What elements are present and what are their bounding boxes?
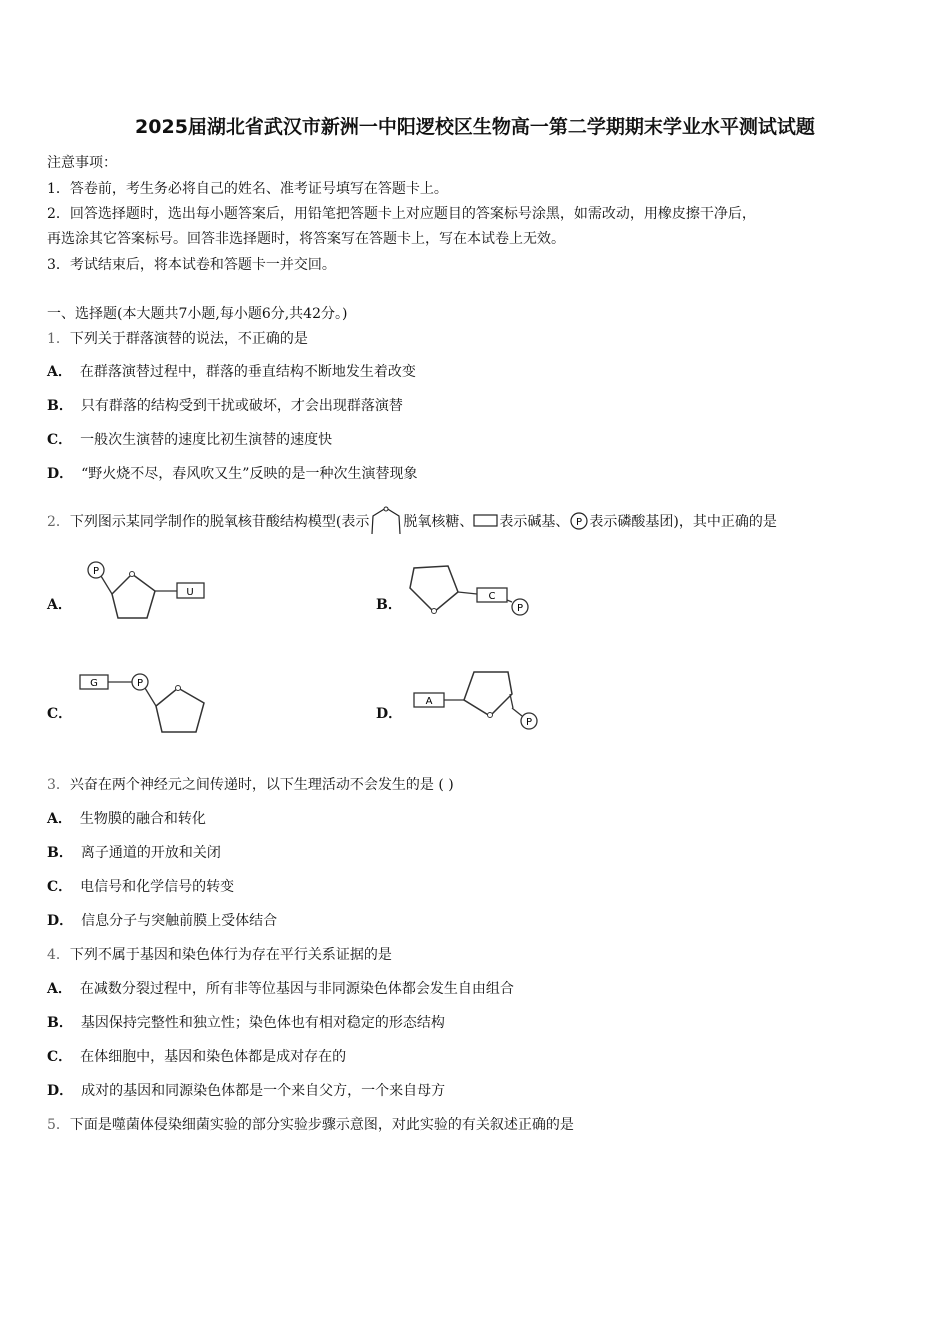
q3-option-a (47, 808, 206, 828)
phosphate-letter: P (576, 517, 583, 528)
option-label: D． (47, 1083, 74, 1099)
deoxyribose-ring (410, 566, 458, 612)
q3-option-c (47, 876, 234, 896)
section-heading: 一、选择题(本大题共7小题,每小题6分,共42分。) (47, 306, 348, 322)
question-number: 2． (47, 514, 70, 530)
base-legend-icon (473, 513, 499, 529)
question-2 (47, 506, 777, 536)
option-label: A． (47, 981, 72, 997)
question-number: 4． (47, 947, 70, 963)
phosphate-letter: P (516, 603, 524, 614)
q1-option-a (47, 361, 416, 381)
q1-option-b (47, 395, 403, 415)
question-stem-part-2: 脱氧核糖、 (403, 514, 474, 530)
option-text: 基因保持完整性和独立性；染色体也有相对稳定的形态结构 (80, 1015, 445, 1031)
question-number: 3． (47, 777, 70, 793)
q3-option-b (47, 842, 221, 862)
q2-option-a-diagram (80, 556, 220, 626)
question-number: 1． (47, 331, 70, 347)
notice-item-2: 2．回答选择题时，选出每小题答案后，用铅笔把答题卡上对应题目的答案标号涂黑，如需改动，用橡皮擦干净后， (47, 206, 756, 222)
option-label: C． (47, 879, 73, 895)
base-letter: A (425, 696, 433, 707)
phosphate-letter: P (92, 566, 100, 577)
option-text: 一般次生演替的速度比初生演替的速度快 (80, 432, 333, 448)
base-letter: C (488, 591, 496, 602)
question-stem-part-3: 表示碱基、 (499, 514, 570, 530)
deoxyribose-legend-icon (369, 506, 403, 536)
notice-item-2-cont: 再选涂其它答案标号。回答非选择题时，将答案写在答题卡上，写在本试卷上无效。 (47, 231, 565, 247)
q2-option-c-diagram (76, 668, 216, 738)
option-text: “野火烧不尽，春风吹又生”反映的是一种次生演替现象 (81, 466, 418, 482)
q2-option-b-diagram (404, 560, 544, 624)
q4-option-b (47, 1012, 445, 1032)
question-4 (47, 944, 392, 964)
option-label: D． (47, 913, 74, 929)
phosphate-letter: P (136, 678, 144, 689)
q2-option-a-label: A． (47, 597, 72, 613)
phosphate-letter: P (525, 717, 533, 728)
q4-option-c (47, 1046, 346, 1066)
question-stem-part-4: 表示磷酸基团)，其中正确的是 (589, 514, 777, 530)
option-label: C． (47, 432, 73, 448)
deoxyribose-ring (112, 574, 155, 618)
option-text: 信息分子与突触前膜上受体结合 (81, 913, 278, 929)
question-3 (47, 774, 454, 794)
page-title: 2025届湖北省武汉市新洲一中阳逻校区生物高一第二学期期末学业水平测试试题 (135, 116, 815, 138)
notice-item-1: 1．答卷前，考生务必将自己的姓名、准考证号填写在答题卡上。 (47, 181, 448, 197)
option-label: D． (47, 466, 74, 482)
option-text: 生物膜的融合和转化 (79, 811, 206, 827)
option-label: B． (47, 1015, 73, 1031)
option-label: B． (47, 398, 73, 414)
question-stem: 下面是噬菌体侵染细菌实验的部分实验步骤示意图，对此实验的有关叙述正确的是 (69, 1117, 574, 1133)
option-text: 在群落演替过程中，群落的垂直结构不断地发生着改变 (79, 364, 416, 380)
q4-option-d (47, 1080, 445, 1100)
notice-item-3: 3．考试结束后，将本试卷和答题卡一并交回。 (47, 257, 336, 273)
deoxyribose-ring (464, 672, 512, 716)
option-text: 成对的基因和同源染色体都是一个来自父方，一个来自母方 (81, 1083, 446, 1099)
q4-option-a (47, 978, 514, 998)
q2-option-c-label: C． (47, 706, 73, 722)
question-stem-part-1: 下列图示某同学制作的脱氧核苷酸结构模型(表示 (69, 514, 370, 530)
option-label: A． (47, 364, 72, 380)
option-label: C． (47, 1049, 73, 1065)
option-text: 在体细胞中，基因和染色体都是成对存在的 (80, 1049, 347, 1065)
base-letter: U (186, 587, 194, 598)
question-stem: 下列不属于基因和染色体行为存在平行关系证据的是 (69, 947, 392, 963)
phosphate-legend-icon (569, 511, 589, 531)
deoxyribose-ring (156, 688, 204, 732)
q2-option-d-label: D． (376, 706, 403, 722)
notice-heading: 注意事项： (47, 155, 117, 171)
question-1 (47, 328, 308, 348)
option-text: 在减数分裂过程中，所有非等位基因与非同源染色体都会发生自由组合 (79, 981, 514, 997)
question-5 (47, 1114, 574, 1134)
q1-option-d (47, 463, 417, 483)
option-text: 电信号和化学信号的转变 (80, 879, 235, 895)
q1-option-c (47, 429, 332, 449)
q2-option-d-diagram (410, 664, 550, 734)
q3-option-d (47, 910, 277, 930)
question-stem: 下列关于群落演替的说法，不正确的是 (69, 331, 308, 347)
question-stem: 兴奋在两个神经元之间传递时，以下生理活动不会发生的是 ( ) (69, 777, 454, 793)
base-letter: G (90, 678, 98, 689)
question-number: 5． (47, 1117, 70, 1133)
option-label: B． (47, 845, 73, 861)
option-label: A． (47, 811, 72, 827)
q2-option-b-label: B． (376, 597, 402, 613)
option-text: 离子通道的开放和关闭 (80, 845, 221, 861)
option-text: 只有群落的结构受到干扰或破坏，才会出现群落演替 (80, 398, 403, 414)
